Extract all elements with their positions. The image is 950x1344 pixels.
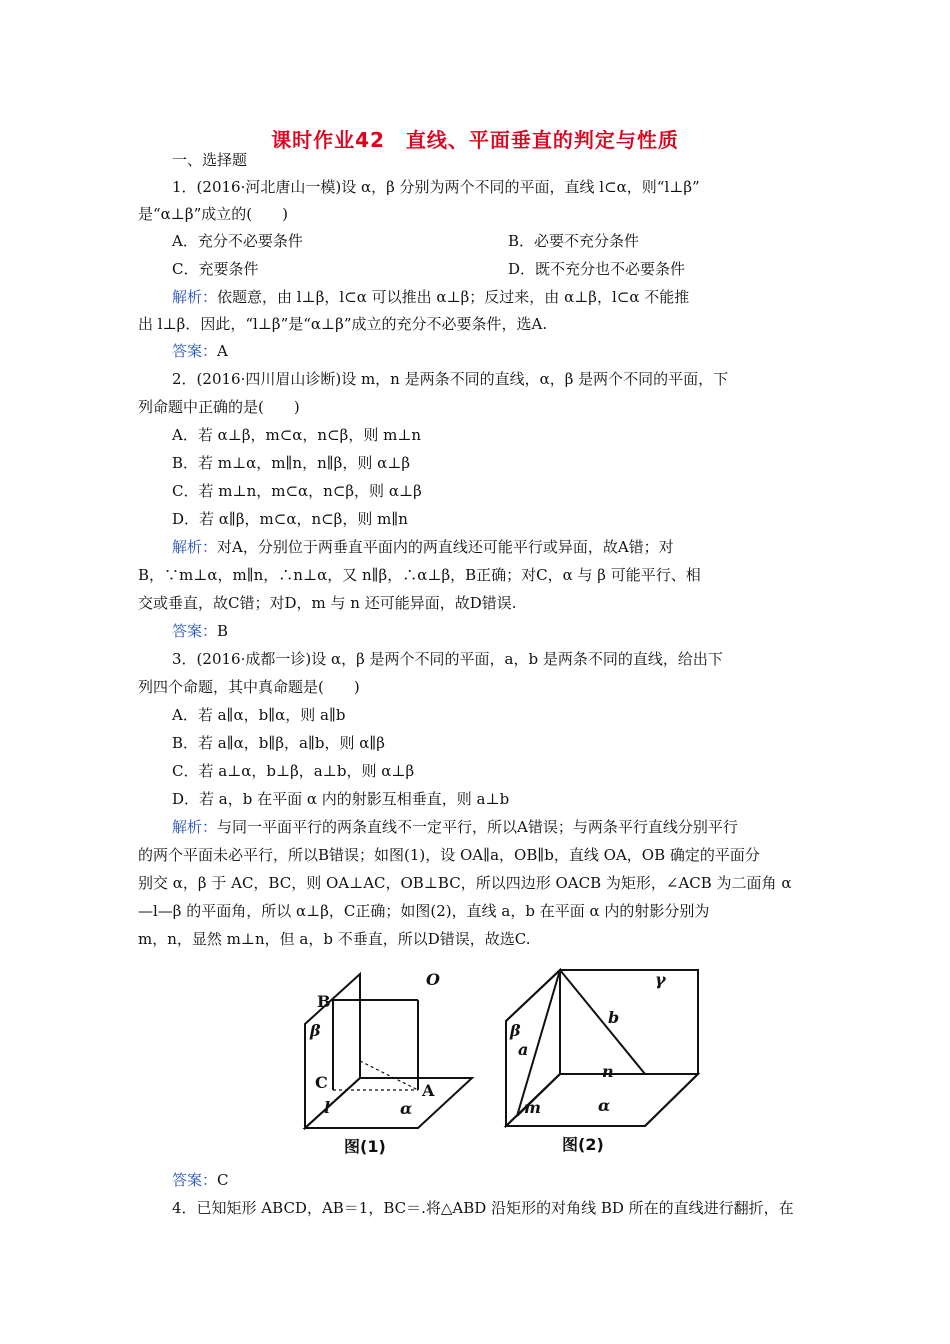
fig1-label-c: C: [315, 1073, 328, 1092]
q2-stem-line2: 列命题中正确的是( ): [138, 398, 300, 416]
q1-answer-value: A: [217, 342, 228, 360]
q3-solution-label: 解析：: [172, 818, 218, 836]
q2-solution-line3: 交或垂直，故C错；对D，m 与 n 还可能异面，故D错误.: [138, 594, 517, 612]
figure-2-caption: 图(2): [562, 1135, 604, 1154]
fig2-label-alpha: α: [598, 1096, 611, 1115]
q3-option-c: C．若 a⊥α，b⊥β，a⊥b，则 α⊥β: [172, 762, 415, 780]
q3-solution-line1: [172, 817, 738, 837]
q2-solution-text1: 对A，分别位于两垂直平面内的两直线还可能平行或异面，故A错；对: [217, 538, 674, 556]
page-title: 课时作业42 直线、平面垂直的判定与性质: [271, 128, 679, 152]
q3-option-a: A．若 a∥α，b∥α，则 a∥b: [172, 706, 346, 724]
q2-stem-line1: 2．(2016·四川眉山诊断)设 m，n 是两条不同的直线，α，β 是两个不同的平面，下: [172, 370, 729, 388]
fig2-label-beta: β: [510, 1021, 521, 1040]
q3-solution-line5: m，n，显然 m⊥n，但 a，b 不垂直，所以D错误，故选C.: [138, 930, 531, 948]
q1-option-a: A．充分不必要条件: [172, 232, 303, 250]
q3-answer: [172, 1170, 229, 1190]
q3-solution-line4: —l—β 的平面角，所以 α⊥β，C正确；如图(2)，直线 a，b 在平面 α 内的射影分别为: [138, 902, 710, 920]
q1-stem-line2: 是“α⊥β”成立的( ): [138, 205, 288, 223]
q1-solution-line1: [172, 287, 689, 307]
q2-solution-label: 解析：: [172, 538, 218, 556]
q3-answer-label: 答案：: [172, 1171, 218, 1189]
q3-option-d: D．若 a，b 在平面 α 内的射影互相垂直，则 a⊥b: [172, 790, 510, 808]
q2-option-d: D．若 α∥β，m⊂α，n⊂β，则 m∥n: [172, 510, 408, 528]
fig2-line-b: [560, 970, 645, 1074]
fig1-label-alpha: α: [400, 1099, 413, 1118]
fig1-label-a: A: [422, 1081, 435, 1100]
q1-answer-label: 答案：: [172, 342, 218, 360]
q1-option-b: B．必要不充分条件: [508, 232, 640, 250]
q2-option-c: C．若 m⊥n，m⊂α，n⊂β，则 α⊥β: [172, 482, 422, 500]
q1-option-d: D．既不充分也不必要条件: [508, 260, 686, 278]
q2-option-a: A．若 α⊥β，m⊂α，n⊂β，则 m⊥n: [172, 426, 422, 444]
q3-solution-line2: 的两个平面未必平行，所以B错误；如图(1)，设 OA∥a，OB∥b，直线 OA，OB 确定的平面分: [138, 846, 760, 864]
q1-answer: [172, 341, 228, 361]
q1-solution-line2: 出 l⊥β．因此，“l⊥β”是“α⊥β”成立的充分不必要条件，选A.: [138, 315, 548, 333]
fig2-label-m: m: [524, 1098, 541, 1117]
q3-stem-line1: 3．(2016·成都一诊)设 α，β 是两个不同的平面，a，b 是两条不同的直线，给出下: [172, 650, 723, 668]
section-heading: 一、选择题: [172, 151, 248, 169]
fig2-label-gamma: γ: [655, 970, 666, 989]
fig2-label-a: a: [518, 1040, 529, 1059]
q1-solution-label: 解析：: [172, 288, 218, 306]
q1-solution-text1: 依题意，由 l⊥β，l⊂α 可以推出 α⊥β；反过来，由 α⊥β，l⊂α 不能推: [217, 288, 690, 306]
q3-option-b: B．若 a∥α，b∥β，a∥b，则 α∥β: [172, 734, 385, 752]
q1-stem-line1: 1．(2016·河北唐山一模)设 α，β 分别为两个不同的平面，直线 l⊂α，则“l⊥β”: [172, 178, 700, 196]
figures: [300, 966, 700, 1166]
fig1-label-o: O: [426, 970, 440, 989]
q4-stem-line1: 4．已知矩形 ABCD，AB＝1，BC＝.将△ABD 沿矩形的对角线 BD 所在的直线进行翻折，在: [172, 1199, 794, 1217]
q2-answer: [172, 621, 228, 641]
fig1-label-b: B: [317, 992, 331, 1011]
fig1-label-beta: β: [310, 1021, 321, 1040]
q3-answer-value: C: [217, 1171, 229, 1189]
fig2-label-b: b: [608, 1008, 620, 1027]
q3-solution-text1: 与同一平面平行的两条直线不一定平行，所以A错误；与两条平行直线分别平行: [217, 818, 738, 836]
q2-solution-line2: B，∵m⊥α，m∥n，∴n⊥α，又 n∥β，∴α⊥β，B正确；对C，α 与 β 可能平行、相: [138, 566, 701, 584]
fig1-label-l: l: [324, 1098, 331, 1117]
fig2-label-n: n: [602, 1062, 614, 1081]
q2-solution-line1: [172, 537, 674, 557]
q2-answer-label: 答案：: [172, 622, 218, 640]
q1-option-c: C．充要条件: [172, 260, 259, 278]
q2-answer-value: B: [217, 622, 229, 640]
q2-option-b: B．若 m⊥α，m∥n，n∥β，则 α⊥β: [172, 454, 411, 472]
q3-stem-line2: 列四个命题，其中真命题是( ): [138, 678, 360, 696]
q3-solution-line3: 别交 α，β 于 AC，BC，则 OA⊥AC，OB⊥BC，所以四边形 OACB 为矩形，∠ACB 为二面角 α: [138, 874, 792, 892]
figure-1-caption: 图(1): [344, 1137, 386, 1156]
